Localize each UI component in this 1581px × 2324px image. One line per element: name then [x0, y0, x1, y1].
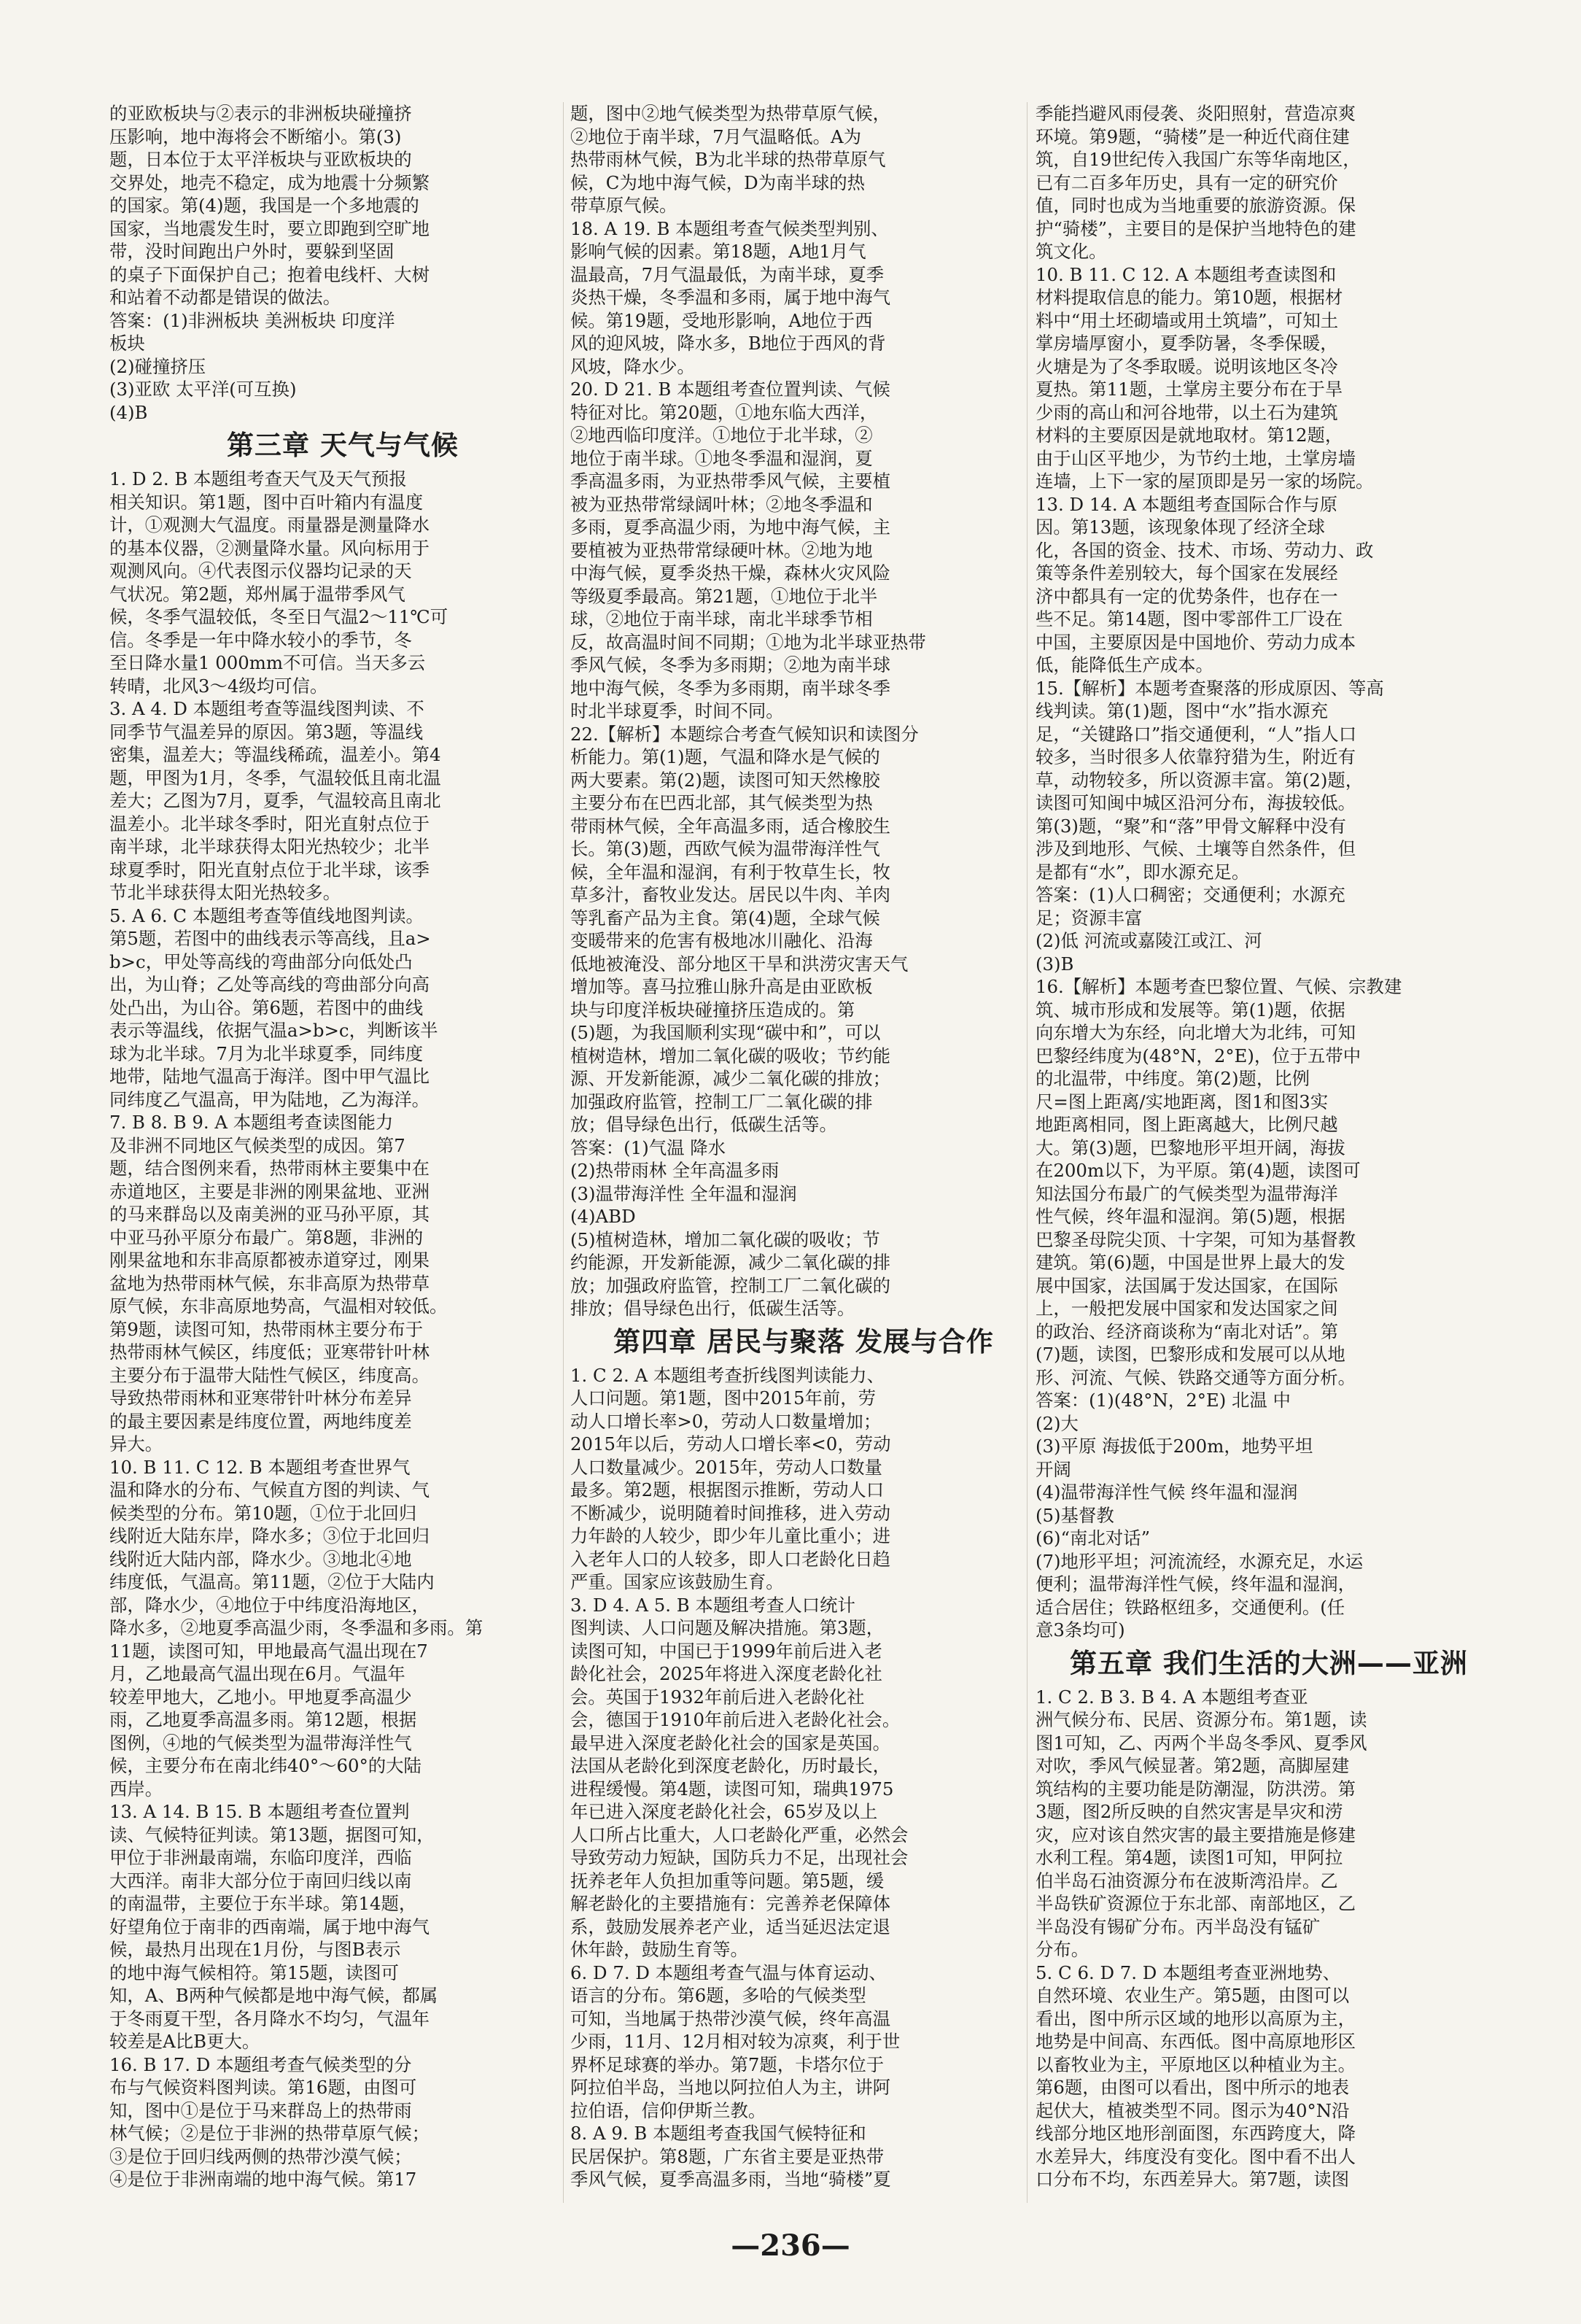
- middle-column: [570, 102, 1037, 2191]
- left-column: [109, 102, 576, 2191]
- page-number: —236—: [731, 2228, 850, 2263]
- chapter4-answers: 1. C 2. A 本题组考查折线图判读能力、 人口问题。第1题，图中2015年前，劳 动人口增长率>0，劳动人口数量增加； 2015年以后，劳动人口增长率<0，劳动 人口数量减少。2015年，劳动人口数量 最多。第2题，根据图示推断，劳动人口 不断减少，说明随着时间推移，进入劳动 力年龄的人较少，即少年儿童比重小；进 入老年人口的人较多，即人口老龄化日趋 严重。国家应该鼓励生育。 3. D 4. A 5. B 本题组考查人口统计 图判读、人口问题及解决措施。第3题， 读图可知，中国已于1999年前后进入老 龄化社会，2025年将进入深度老龄化社 会。英国于1932年前后进入老龄化社 会，德国于1910年前后进入老龄化社会。 最早进入深度老龄化社会的国家是英国。 法国从老龄化到深度老龄化，历时最长， 进程缓慢。第4题，读图可知，瑞典1975 年已进入深度老龄化社会，65岁及以上 人口所占比重大，人口老龄化严重，必然会 导致劳动力短缺，国防兵力不足，出现社会 抚养老年人负担加重等问题。第5题，缓 解老龄化的主要措施有：完善养老保障体 系，鼓励发展养老产业，适当延迟法定退 休年龄，鼓励生育等。 6. D 7. D 本题组考查气温与体育运动、 语言的分布。第6题，多哈的气候类型 可知，当地属于热带沙漠气候，终年高温 少雨，11月、12月相对较为凉爽，利于世 界杯足球赛的举办。第7题，卡塔尔位于 阿拉伯半岛，当地以阿拉伯人为主，讲阿 拉伯语，信仰伊斯兰教。 8. A 9. B 本题组考查我国气候特征和 民居保护。第8题，广东省主要是亚热带 季风气候，夏季高温多雨，当地“骑楼”夏: [570, 1364, 909, 2190]
- chapter-4-heading: 第四章 居民与聚落 发展与合作: [613, 1325, 994, 1357]
- chapter-5-heading: 第五章 我们生活的大洲——亚洲: [1070, 1647, 1468, 1679]
- chapter4-answers-continued: 季能挡避风雨侵袭、炎阳照射，营造凉爽 环境。第9题，“骑楼”是一种近代商住建 筑，自19世纪传入我国广东等华南地区， 已有二百多年历史，具有一定的研究价 值，同时也成为当地重要的旅游资源。保 护“骑楼”，主要目的是保护当地特色的建 筑文化。 10. B 11. C 12. A 本题组考查读图和 材料提取信息的能力。第10题，根据材 料中“用土坯砌墙或用土筑墙”，可知土 掌房墙厚窗小，夏季防暑，冬季保暖， 火塘是为了冬季取暖。说明该地区冬冷 夏热。第11题，土掌房主要分布在于旱 少雨的高山和河谷地带，以土石为建筑 材料的主要原因是就地取材。第12题， 由于山区平地少，为节约土地，土掌房墙 连墙，上下一家的屋顶即是另一家的场院。 13. D 14. A 本题组考查国际合作与原 因。第13题，该现象体现了经济全球 化，各国的资金、技术、市场、劳动力、政 策等条件差别较大，每个国家在发展经 济中都具有一定的优势条件，也存在一 些不足。第14题，图中零部件工厂设在 中国，主要原因是中国地价、劳动力成本 低，能降低生产成本。 15.【解析】本题考查聚落的形成原因、等高 线判读。第(1)题，图中“水”指水源充 足，“关键路口”指交通便利，“人”指人口 较多，当时很多人依靠狩猎为生，附近有 草，动物较多，所以资源丰富。第(2)题， 读图可知闽中城区沿河分布，海拔较低。 第(3)题，“聚”和“落”甲骨文解释中没有 涉及到地形、气候、土壤等自然条件，但 是都有“水”，即水源充足。 答案：(1)人口稠密；交通便利；水源充 足；资源丰富 (2)低 河流或嘉陵江或江、河 (3)B 16.【解析】本题考查巴黎位置、气候、宗教建 筑、城市形成和发展等。第(1)题，依据 向东增大为东经，向北增大为北纬，可知 巴黎经纬度为(48°N，2°E)，位于五带中 的北温带，中纬度。第(2)题，比例 尺=图上距离/实地距离，图1和图3实 地距离相同，图上距离越大，比例尺越 大。第(3)题，巴黎地形平坦开阔，海拔 在200m以下，为平原。第(4)题，读图可 知法国分布最广的气候类型为温带海洋 性气候，终年温和湿润。第(5)题，根据 巴黎圣母院尖顶、十字架，可知为基督教 建筑。第(6)题，中国是世界上最大的发 展中国家，法国属于发达国家，在国际 上，一般把发展中国家和发达国家之间 的政治、经济商谈称为“南北对话”。第 (7)题，读图，巴黎形成和发展可以从地 形、河流、气候、铁路交通等方面分析。 答案：(1)(48°N，2°E) 北温 中 (2)大 (3)平原 海拔低于200m，地势平坦 开阔 (4)温带海洋性气候 终年温和湿润 (5)基督教 (6)“南北对话” (7)地形平坦；河流流经，水源充足，水运 便利；温带海洋性气候，终年温和湿润， 适合居住；铁路枢纽多，交通便利。(任 意3条均可): [1036, 103, 1402, 1641]
- chapter5-answers: 1. C 2. B 3. B 4. A 本题组考查亚 洲气候分布、民居、资源分布。第1题，读 图1可知，乙、丙两个半岛冬季风、夏季风 对吹，季风气候显著。第2题，高脚屋建 筑结构的主要功能是防潮湿，防洪涝。第 3题，图2所反映的自然灾害是旱灾和涝 灾，应对该自然灾害的最主要措施是修建 水利工程。第4题，读图1可知，甲阿拉 伯半岛石油资源分布在波斯湾沿岸。乙 半岛铁矿资源位于东北部、南部地区，乙 半岛没有锡矿分布。丙半岛没有锰矿 分布。 5. C 6. D 7. D 本题组考查亚洲地势、 自然环境、农业生产。第5题，由图可以 看出，图中所示区域的地形以高原为主， 地势是中间高、东西低。图中高原地形区 以畜牧业为主，平原地区以种植业为主。 第6题，由图可以看出，图中所示的地表 起伏大，植被类型不同。图示为40°N沿 线部分地区地形剖面图，东西跨度大，降 水差异大，纬度没有变化。图中看不出人 口分布不均，东西差异大。第7题，读图: [1036, 1686, 1367, 2190]
- right-column: [1036, 102, 1502, 2191]
- chapter3-answers-continued: 题，图中②地气候类型为热带草原气候， ②地位于南半球，7月气温略低。A为 热带雨林气候，B为北半球的热带草原气 候，C为地中海气候，D为南半球的热 带草原气候。 18. A 19. B 本题组考查气候类型判别、 影响气候的因素。第18题，A地1月气 温最高，7月气温最低，为南半球，夏季 炎热干燥，冬季温和多雨，属于地中海气 候。第19题，受地形影响，A地位于西 风的迎风坡，降水多，B地位于西风的背 风坡，降水少。 20. D 21. B 本题组考查位置判读、气候 特征对比。第20题，①地东临大西洋， ②地西临印度洋。①地位于北半球，② 地位于南半球。①地冬季温和湿润，夏 季高温多雨，为亚热带季风气候，主要植 被为亚热带常绿阔叶林；②地冬季温和 多雨，夏季高温少雨，为地中海气候，主 要植被为亚热带常绿硬叶林。②地为地 中海气候，夏季炎热干燥，森林火灾风险 等级夏季最高。第21题，①地位于北半 球，②地位于南半球，南北半球季节相 反，故高温时间不同期；①地为北半球亚热带 季风气候，冬季为多雨期；②地为南半球 地中海气候，冬季为多雨期，南半球冬季 时北半球夏季，时间不同。 22.【解析】本题综合考查气候知识和读图分 析能力。第(1)题，气温和降水是气候的 两大要素。第(2)题，读图可知天然橡胶 主要分布在巴西北部，其气候类型为热 带雨林气候，全年高温多雨，适合橡胶生 长。第(3)题，西欧气候为温带海洋性气 候，全年温和湿润，有利于牧草生长，牧 草多汁，畜牧业发达。居民以牛肉、羊肉 等乳畜产品为主食。第(4)题，全球气候 变暖带来的危害有极地冰川融化、沿海 低地被淹没、部分地区干旱和洪涝灾害天气 增加等。喜马拉雅山脉升高是由亚欧板 块与印度洋板块碰撞挤压造成的。第 (5)题，为我国顺利实现“碳中和”，可以 植树造林，增加二氧化碳的吸收；节约能 源、开发新能源，减少二氧化碳的排放； 加强政府监管，控制工厂二氧化碳的排 放；倡导绿色出行，低碳生活等。 答案：(1)气温 降水 (2)热带雨林 全年高温多雨 (3)温带海洋性 全年温和湿润 (4)ABD (5)植树造林，增加二氧化碳的吸收；节 约能源，开发新能源，减少二氧化碳的排 放；加强政府监管，控制工厂二氧化碳的 排放；倡导绿色出行，低碳生活等。: [570, 103, 926, 1319]
- chapter-3-heading: 第三章 天气与气候: [227, 430, 459, 461]
- chapter3-answers: 1. D 2. B 本题组考查天气及天气预报 相关知识。第1题，图中百叶箱内有温度 计，①观测大气温度。雨量器是测量降水 的基本仪器，②测量降水量。风向标用于 观测风向。④代表图示仪器均记录的天 气状况。第2题，郑州属于温带季风气 候，冬季气温较低，冬至日气温2～11℃可 信。冬季是一年中降水较小的季节，冬 至日降水量1 000mm不可信。当天多云 转晴，北风3～4级均可信。 3. A 4. D 本题组考查等温线图判读、不 同季节气温差异的原因。第3题，等温线 密集，温差大；等温线稀疏，温差小。第4 题，甲图为1月，冬季，气温较低且南北温 差大；乙图为7月，夏季，气温较高且南北 温差小。北半球冬季时，阳光直射点位于 南半球，北半球获得太阳光热较少；北半 球夏季时，阳光直射点位于北半球，该季 节北半球获得太阳光热较多。 5. A 6. C 本题组考查等值线地图判读。 第5题，若图中的曲线表示等高线，且a> b>c，甲处等高线的弯曲部分向低处凸 出，为山脊；乙处等高线的弯曲部分向高 处凸出，为山谷。第6题，若图中的曲线 表示等温线，依据气温a>b>c，判断该半 球为北半球。7月为北半球夏季，同纬度 地带，陆地气温高于海洋。图中甲气温比 同纬度乙气温高，甲为陆地，乙为海洋。 7. B 8. B 9. A 本题组考查读图能力 及非洲不同地区气候类型的成因。第7 题，结合图例来看，热带雨林主要集中在 赤道地区，主要是非洲的刚果盆地、亚洲 的马来群岛以及南美洲的亚马孙平原，其 中亚马孙平原分布最广。第8题，非洲的 刚果盆地和东非高原都被赤道穿过，刚果 盆地为热带雨林气候，东非高原为热带草 原气候，东非高原地势高，气温相对较低。 第9题，读图可知，热带雨林主要分布于 热带雨林气候区，纬度低；亚寒带针叶林 主要分布于温带大陆性气候区，纬度高。 导致热带雨林和亚寒带针叶林分布差异 的最主要因素是纬度位置，两地纬度差 异大。 10. B 11. C 12. B 本题组考查世界气 温和降水的分布、气候直方图的判读、气 候类型的分布。第10题，①位于北回归 线附近大陆东岸，降水多；③位于北回归 线附近大陆内部，降水少。③地北④地 纬度低，气温高。第11题，②位于大陆内 部，降水少，④地位于中纬度沿海地区， 降水多，②地夏季高温少雨，冬季温和多雨。第 11题，读图可知，甲地最高气温出现在7 月，乙地最高气温出现在6月。气温年 较差甲地大，乙地小。甲地夏季高温少 雨，乙地夏季高温多雨。第12题，根据 图例，④地的气候类型为温带海洋性气 候，主要分布在南北纬40°～60°的大陆 西岸。 13. A 14. B 15. B 本题组考查位置判 读、气候特征判读。第13题，据图可知， 甲位于非洲最南端，东临印度洋，西临 大西洋。南非大部分位于南回归线以南 的南温带，主要位于东半球。第14题， 好望角位于南非的西南端，属于地中海气 候，最热月出现在1月份，与图B表示 的地中海气候相符。第15题，读图可 知，A、B两种气候都是地中海气候，都属 于冬雨夏干型，各月降水不均匀，气温年 较差是A比B更大。 16. B 17. D 本题组考查气候类型的分 布与气候资料图判读。第16题，由图可 知，图中①是位于马来群岛上的热带雨 林气候；②是位于非洲的热带草原气候； ③是位于回归线两侧的热带沙漠气候； ④是位于非洲南端的地中海气候。第17: [109, 468, 483, 2190]
- chapter2-answers-continued: 的亚欧板块与②表示的非洲板块碰撞挤 压影响，地中海将会不断缩小。第(3) 题，日本位于太平洋板块与亚欧板块的 交界处，地壳不稳定，成为地震十分频繁 的国家。第(4)题，我国是一个多地震的 国家，当地震发生时，要立即跑到空旷地 带，没时间跑出户外时，要躲到坚固 的桌子下面保护自己；抱着电线杆、大树 和站着不动都是错误的做法。 答案：(1)非洲板块 美洲板块 印度洋 板块 (2)碰撞挤压 (3)亚欧 太平洋(可互换) (4)B: [109, 103, 430, 423]
